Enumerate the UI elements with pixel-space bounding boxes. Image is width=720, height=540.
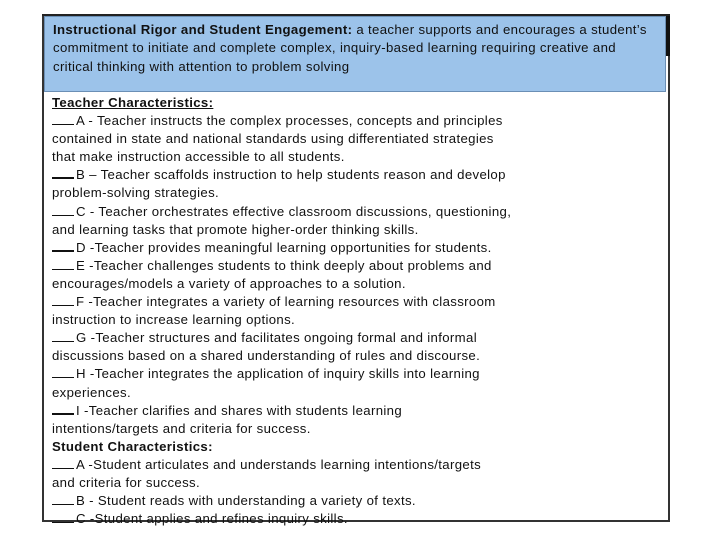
teacher-item-d [52,239,664,257]
item-text: discussions based on a shared understanding of rules and discourse. [52,348,481,364]
item-text: F -Teacher integrates a variety of learning resources with classroom [76,294,496,310]
item-text: B - Student reads with understanding a variety of texts. [76,493,416,509]
student-item-a [52,456,664,492]
item-text: experiences. [52,384,131,400]
item-text: intentions/targets and criteria for success. [52,420,311,436]
teacher-heading: Teacher Characteristics: [52,95,214,110]
item-text: H -Teacher integrates the application of inquiry skills into learning [76,366,480,382]
item-text: E -Teacher challenges students to think deeply about problems and [76,257,492,273]
teacher-item-a [52,112,664,166]
checkbox-blank[interactable] [52,403,74,415]
checkbox-blank[interactable] [52,167,74,179]
checkbox-blank[interactable] [52,295,74,306]
right-edge-bar [666,16,670,56]
student-heading: Student Characteristics: [52,438,213,454]
checkbox-blank[interactable] [52,367,74,378]
student-item-c [52,510,664,528]
checkbox-blank[interactable] [52,259,74,270]
checkbox-blank[interactable] [52,205,74,216]
item-text: and criteria for success. [52,474,201,490]
teacher-item-i [52,402,664,438]
header-box [44,16,666,92]
item-text: that make instruction accessible to all students. [52,149,345,165]
item-text: C - Teacher orchestrates effective classroom discussions, questioning, [76,203,512,219]
item-text: A - Teacher instructs the complex processes, concepts and principles [76,113,503,129]
teacher-item-g [52,329,664,365]
header-text: a teacher supports and encourages a student’s commitment to initiate and complete complex, inquiry-based learning requiring creative and critical thinking with attention to problem solving [53,22,647,74]
item-text: and learning tasks that promote higher-order thinking skills. [52,221,419,237]
student-item-b [52,492,664,510]
item-text: I -Teacher clarifies and shares with students learning [76,402,403,418]
item-text: G -Teacher structures and facilitates ongoing formal and informal [76,330,477,346]
checkbox-blank[interactable] [52,114,74,125]
teacher-item-b [52,166,664,202]
item-text: problem-solving strategies. [52,185,220,201]
teacher-item-e [52,257,664,293]
item-text: instruction to increase learning options. [52,312,296,328]
item-text: encourages/models a variety of approaches to a solution. [52,275,406,291]
teacher-item-h [52,365,664,401]
item-text: D -Teacher provides meaningful learning opportunities for students. [76,239,492,255]
checkbox-blank[interactable] [52,331,74,342]
teacher-item-f [52,293,664,329]
header-title: Instructional Rigor and Student Engagement: [53,22,353,37]
checkbox-blank[interactable] [52,458,74,469]
characteristics-list [52,94,664,528]
item-text: A -Student articulates and understands learning intentions/targets [76,456,482,472]
item-text: contained in state and national standards using differentiated strategies [52,131,494,147]
checkbox-blank[interactable] [52,494,74,505]
checkbox-blank[interactable] [52,512,74,523]
checkbox-blank[interactable] [52,240,74,252]
teacher-item-c [52,203,664,239]
item-text: C -Student applies and refines inquiry skills. [76,511,348,527]
item-text: B – Teacher scaffolds instruction to help students reason and develop [76,167,506,183]
